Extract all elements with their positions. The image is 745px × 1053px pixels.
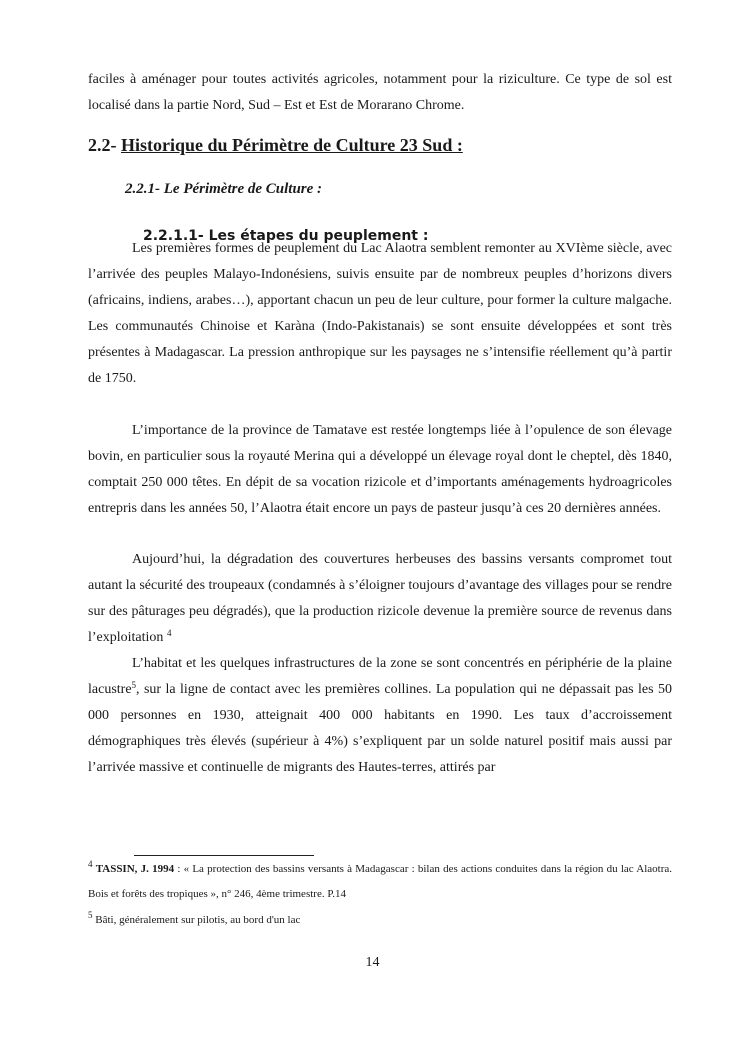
footnote-marker-4: 4 [88,859,93,869]
paragraph-habitat [88,651,672,781]
footnote-5 [88,908,672,933]
paragraph-habitat-text-after: , sur la ligne de contact avec les premières collines. La population qui ne dépassait pas les 50 000 personnes en 1930, atteignait 400 000 habitants en 1990. Les taux d’accroissement démographiques très élevés (supérieur à 4%) s’expliquent par un solde naturel positif mais aussi par l’arrivée massive et continuelle de migrants des Hautes-terres, attirés par [88,681,672,775]
paragraph-degradation-text: Aujourd’hui, la dégradation des couvertures herbeuses des bassins versants compromet tout autant la sécurité des troupeaux (condamnés à s’éloigner toujours d’avantage des villages pour se rendre sur des pâturages peu dégradés), que la production rizicole devenue la première source de revenus dans l’exploitation [88,552,672,645]
footnote-4-author: TASSIN, J. 1994 [95,863,175,875]
footnote-5-text: Bâti, généralement sur pilotis, au bord d'un lac [95,914,301,926]
paragraph-degradation [88,547,672,651]
footnote-ref-4[interactable]: 4 [166,627,172,638]
paragraph-elevage: L’importance de la province de Tamatave est restée longtemps liée à l’opulence de son élevage bovin, en particulier sous la royauté Merina qui a développé un élevage royal dont le cheptel, dès 1840, comptait 250 000 têtes. En dépit de sa vocation rizicole et d’importants aménagements hydroagricoles entrepris dans les années 50, l’Alaotra était encore un pays de pasteur jusqu’à ces 20 dernières années. [88,423,672,516]
footnote-4-text: : « La protection des bassins versants à Madagascar : bilan des actions conduites dans la région du lac Alaotra. Bois et forêts des tropiques », n° 246, 4ème trimestre. P.14 [88,863,672,900]
footnote-separator [134,855,314,856]
page-number: 14 [365,955,380,970]
footnote-4 [88,857,672,907]
subsubsection-heading-2-2-1-1: 2.2.1.1- Les étapes du peuplement : [143,228,429,244]
section-heading-2-2 [88,133,463,157]
paragraph-peuplement: Les premières formes de peuplement du Lac Alaotra semblent remonter au XVIème siècle, avec l’arrivée des peuples Malayo-Indonésiens, suivis ensuite par de nombreux peuples d’horizons divers (africains, indiens, arabes…), apportant chacun un peu de leur culture, pour former la culture malgache. Les communautés Chinoise et Karàna (Indo-Pakistanais) se sont ensuite développées et sont très présentes à Madagascar. La pression anthropique sur les paysages ne s’intensifie réellement qu’à partir de 1750. [88,241,672,386]
subsection-heading-2-2-1: 2.2.1- Le Périmètre de Culture : [125,181,323,197]
intro-paragraph: faciles à aménager pour toutes activités agricoles, notamment pour la riziculture. Ce type de sol est localisé dans la partie Nord, Sud – Est et Est de Morarano Chrome. [88,72,672,113]
section-number: 2.2- [88,135,121,155]
footnote-marker-5: 5 [88,910,93,920]
section-title: Historique du Périmètre de Culture 23 Sud : [121,135,463,155]
footnote-ref-5[interactable]: 5 [131,679,137,690]
paragraph-habitat-text-before: L’habitat et les quelques infrastructures de la zone se sont concentrés en périphérie de la plaine lacustre [88,656,672,697]
